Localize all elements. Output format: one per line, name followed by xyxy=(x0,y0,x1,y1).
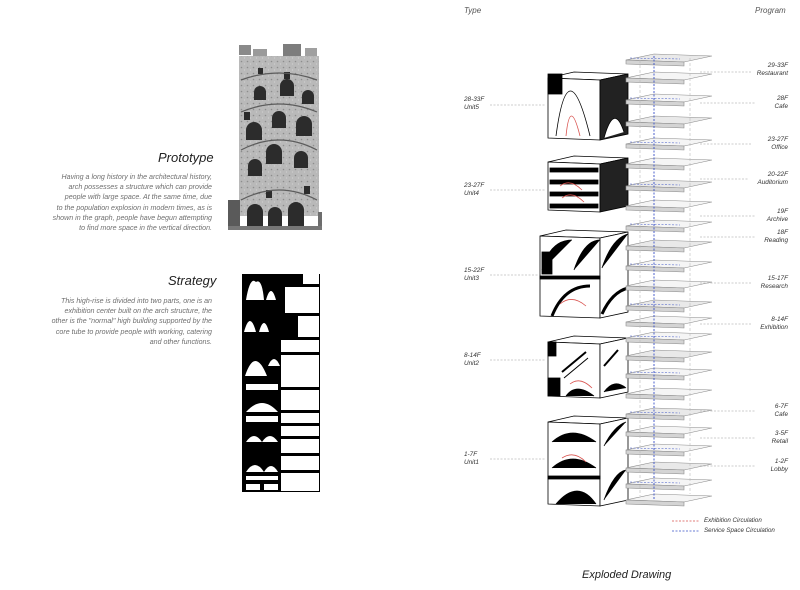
prototype-tower-photo xyxy=(228,42,322,230)
unit3-drawing xyxy=(540,230,628,318)
unit-axonometrics xyxy=(540,72,628,506)
unit4-drawing xyxy=(548,156,628,212)
program-label: 6-7F Cafe xyxy=(774,403,788,419)
strategy-diagram xyxy=(242,274,320,492)
program-label: 19F Archive xyxy=(766,208,788,224)
exploded-tower xyxy=(626,54,712,506)
prototype-description: Having a long history in the architectural history, arch possesses a structure which can provide people with large space. At the same time, due to the population explosion in modern times, as is shown in the graph, people have begun attempting to find more space in the vertical direction. xyxy=(52,173,212,233)
strategy-description: This high-rise is divided into two parts, one is an exhibition center built on the arch structure, the other is the "normal" high building supported by the core tube to provide people with working, catering and other functions. xyxy=(51,297,212,346)
strategy-title: Strategy xyxy=(168,273,217,288)
program-label: 8-14F Exhibition xyxy=(760,316,788,332)
exhibition-circulation-legend: Exhibition Circulation xyxy=(704,517,762,524)
unit5-drawing xyxy=(548,72,628,140)
program-label: 28F Cafe xyxy=(774,95,788,111)
unit1-drawing xyxy=(548,416,628,506)
program-label: 18F Reading xyxy=(764,229,788,245)
unit-label: 23-27F Unit4 xyxy=(464,182,485,198)
type-column-header: Type xyxy=(464,6,482,15)
unit-label: 15-22F Unit3 xyxy=(464,267,485,283)
program-label: 15-17F Research xyxy=(760,275,788,291)
program-label: 29-33F Restaurant xyxy=(756,62,788,78)
program-label: 3-5F Retail xyxy=(771,430,788,446)
service-circulation-legend: Service Space Circulation xyxy=(704,527,775,534)
drawing-caption: Exploded Drawing xyxy=(582,569,672,581)
program-column-header: Program xyxy=(755,6,786,15)
unit-label: 28-33F Unit5 xyxy=(464,96,485,112)
unit-leader-lines xyxy=(490,105,545,459)
unit-label: 1-7F Unit1 xyxy=(464,451,479,467)
unit2-drawing xyxy=(548,336,628,398)
program-label: 1-2F Lobby xyxy=(770,458,788,474)
program-label: 20-22F Auditorium xyxy=(757,171,788,187)
unit-label: 8-14F Unit2 xyxy=(464,352,481,368)
program-leader-lines xyxy=(700,72,756,466)
prototype-title: Prototype xyxy=(158,150,214,165)
program-label: 23-27F Office xyxy=(767,136,788,152)
